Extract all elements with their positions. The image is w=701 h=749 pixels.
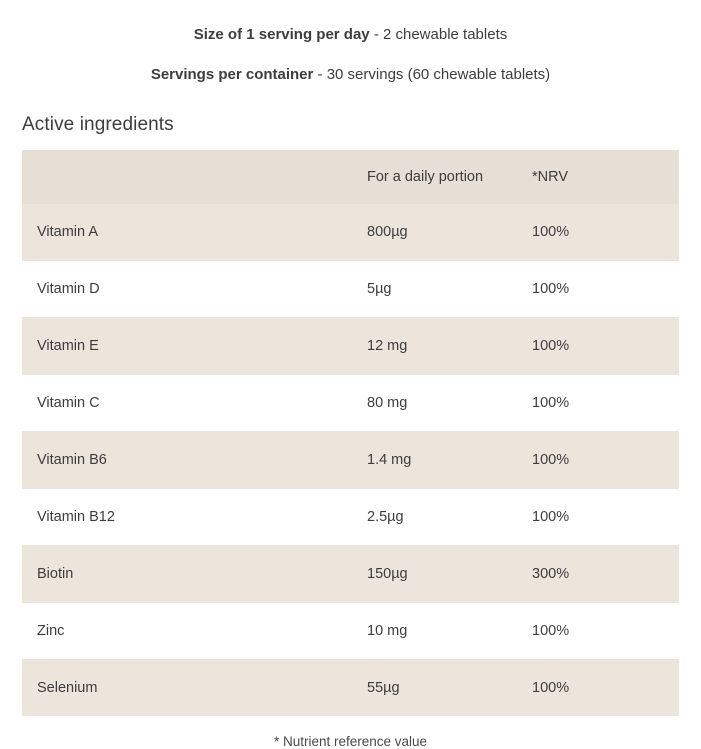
table-header-row (22, 150, 679, 204)
ingredient-portion: 80 mg (367, 375, 532, 432)
ingredient-portion: 1.4 mg (367, 452, 412, 468)
table-row (22, 660, 679, 717)
nutrition-panel (0, 26, 701, 749)
column-header-daily-portion: For a daily portion (367, 169, 484, 185)
ingredient-portion: 150µg (367, 566, 408, 582)
serving-size-line (0, 26, 701, 44)
table-row (22, 546, 679, 603)
table-row (22, 261, 679, 318)
serving-size-label: Size of 1 serving per day (193, 26, 370, 43)
table-row (22, 432, 679, 489)
ingredient-portion: 5µg (367, 261, 532, 318)
footnote: * Nutrient reference value (273, 734, 428, 749)
ingredient-name: Vitamin E (37, 338, 99, 354)
ingredient-nrv: 100% (532, 224, 570, 240)
ingredient-portion: 2.5µg (367, 489, 532, 546)
ingredient-nrv: 100% (532, 489, 679, 546)
ingredient-name: Vitamin C (22, 375, 367, 432)
ingredient-portion: 55µg (367, 680, 400, 696)
ingredient-nrv: 100% (532, 375, 679, 432)
ingredient-nrv: 300% (532, 566, 570, 582)
servings-per-container-label: Servings per container (150, 66, 314, 83)
ingredient-name: Biotin (37, 566, 74, 582)
ingredient-nrv: 100% (532, 452, 570, 468)
table-row (22, 375, 679, 432)
serving-size-value: - 2 chewable tablets (369, 26, 508, 43)
ingredient-nrv: 100% (532, 680, 570, 696)
servings-per-container-line (0, 66, 701, 84)
ingredient-name: Zinc (22, 603, 367, 660)
ingredient-name: Vitamin B6 (37, 452, 107, 468)
ingredient-name: Selenium (37, 680, 98, 696)
column-header-name (22, 150, 367, 204)
ingredient-name: Vitamin A (37, 224, 98, 240)
ingredient-name: Vitamin B12 (22, 489, 367, 546)
column-header-nrv: *NRV (532, 169, 568, 185)
ingredient-nrv: 100% (532, 338, 570, 354)
ingredient-portion: 12 mg (367, 338, 408, 354)
ingredient-nrv: 100% (532, 261, 679, 318)
section-title: Active ingredients (22, 114, 174, 135)
ingredient-nrv: 100% (532, 603, 679, 660)
ingredient-portion: 800µg (367, 224, 408, 240)
table-row (22, 603, 679, 660)
table-row (22, 318, 679, 375)
table-row (22, 204, 679, 261)
active-ingredients-table (22, 150, 679, 716)
servings-per-container-value: - 30 servings (60 chewable tablets) (313, 66, 551, 83)
table-row (22, 489, 679, 546)
ingredient-name: Vitamin D (22, 261, 367, 318)
ingredient-portion: 10 mg (367, 603, 532, 660)
